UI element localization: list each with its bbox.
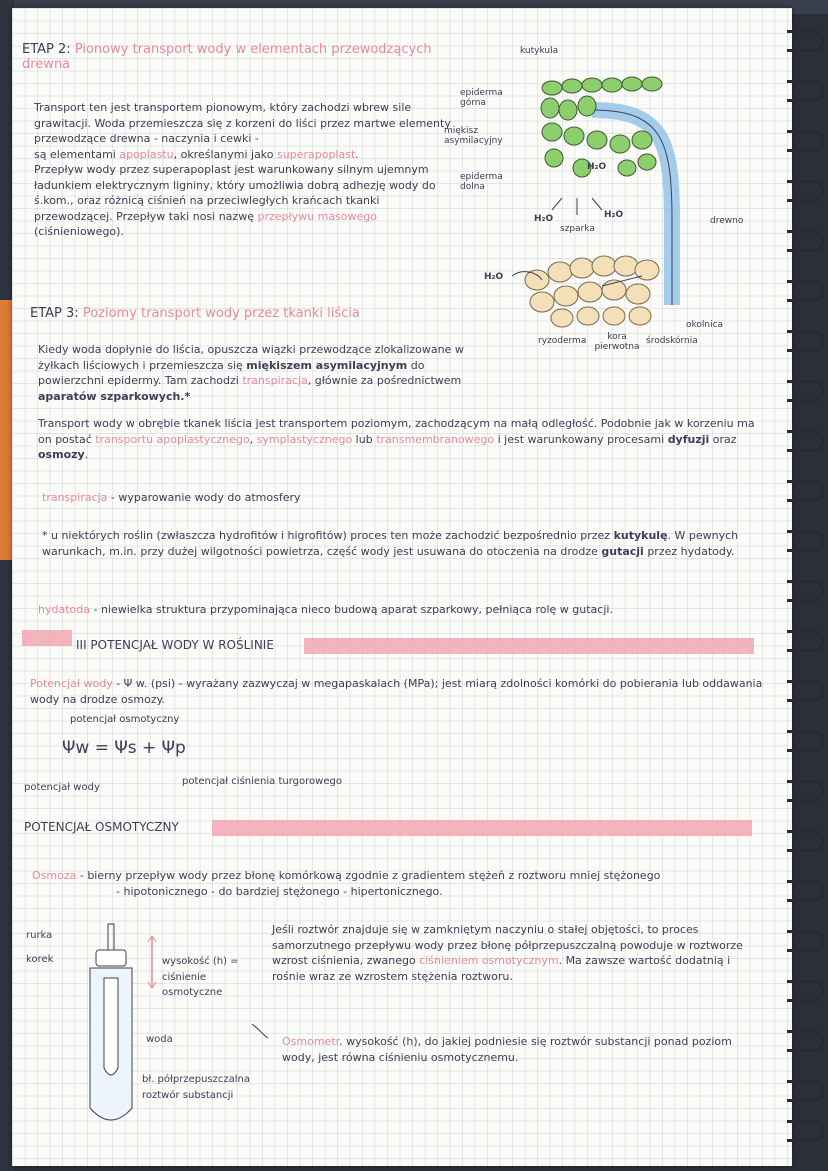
etap3-label: ETAP 3: — [30, 306, 79, 321]
przeplyw-masowy-term: przepływu masowego — [257, 209, 377, 223]
cisnienie-osmotyczne-term: ciśnieniem osmotycznym — [419, 954, 559, 967]
section-highlight — [212, 820, 752, 836]
woda-label: woda — [146, 1034, 173, 1045]
osmoza-definition — [32, 868, 752, 884]
osmometr-def: . wysokość (h), do jakiej podniesie się roztwór substancji ponad poziom wody, jest równa ciśnieniu osmotycznemu. — [282, 1035, 732, 1064]
transpiracja-definition — [42, 490, 542, 506]
osmoza-term: Osmoza — [32, 869, 77, 882]
section-3-title: III POTENCJAŁ WODY W ROŚLINIE — [76, 638, 274, 652]
epiderma-dolna-label: epiderma dolna — [460, 172, 503, 192]
miekisz-label: miękisz asymilacyjny — [444, 126, 503, 146]
srodskornia-label: środskórnia — [646, 336, 698, 346]
etap2-text: są elementami — [34, 147, 120, 161]
osmoza-def-2: - hipotonicznego - do bardziej stężonego - hipertonicznego. — [116, 885, 443, 898]
etap3-text: , — [249, 432, 257, 446]
osmometer-icon — [72, 918, 272, 1138]
ring-icon — [787, 1080, 824, 1102]
notebook-page — [12, 8, 792, 1166]
ring-icon — [787, 630, 824, 652]
transpiracja-term: transpiracja — [242, 374, 308, 387]
transpiracja-def: - wyparowanie wody do atmosfery — [107, 491, 301, 504]
kutykula-label: kutykula — [520, 46, 559, 56]
ring-icon — [787, 530, 824, 552]
etap2-body — [34, 100, 454, 240]
potencjal-def: - Ψ w. (psi) - wyrażany zazwyczaj w megapaskalach (MPa); jest miarą zdolności komórki do pobierania lub oddawania wody na drodze osmozy. — [30, 677, 763, 706]
superapoplast-term: superapoplast — [277, 147, 356, 161]
ring-icon — [787, 180, 824, 202]
drewno-label: drewno — [710, 216, 744, 226]
epiderma-gorna-label: epiderma górna — [460, 88, 503, 108]
etap2-text: . — [355, 147, 359, 161]
h2o-label: H₂O — [534, 214, 554, 224]
spiral-binding — [788, 20, 828, 1150]
ring-icon — [787, 380, 824, 402]
ring-icon — [787, 1120, 824, 1142]
kora-label: kora pierwotna — [594, 332, 640, 352]
okolnica-label: okolnica — [686, 320, 724, 330]
symplastyczny-term: symplastycznego — [256, 432, 353, 446]
potencjal-wody-label: potencjał wody — [24, 782, 100, 793]
etap3-paragraph-1 — [38, 342, 493, 404]
ring-icon — [787, 330, 824, 352]
potencjal-term: Potencjał wody — [30, 677, 113, 690]
ring-icon — [787, 430, 824, 452]
hydatoda-def: - niewielka struktura przypominająca nieco budową aparat szparkowy, pełniąca rolę w gutacji. — [89, 603, 613, 616]
ring-icon — [787, 780, 824, 802]
etap3-text: . — [84, 448, 89, 461]
h2o-label: H₂O — [587, 162, 607, 172]
ring-icon — [787, 730, 824, 752]
ring-icon — [787, 130, 824, 152]
etap2-paragraph-3 — [34, 162, 454, 240]
etap2-paragraph-2 — [34, 147, 454, 163]
hydatoda-definition — [38, 602, 758, 618]
osmotic-title: POTENCJAŁ OSMOTYCZNY — [24, 820, 179, 834]
ring-icon — [787, 580, 824, 602]
ring-icon — [787, 980, 824, 1002]
etap3-paragraph-2 — [38, 416, 758, 463]
h2o-label: H₂O — [604, 210, 624, 220]
etap2-text: , określanymi jako — [173, 147, 278, 161]
korek-label: korek — [26, 954, 54, 965]
osmometer-diagram — [72, 918, 272, 1138]
ring-icon — [787, 280, 824, 302]
closed-text: Jeśli roztwór znajduje się w zamkniętym naczyniu o stałej objętości, to proces samorzutnego przepływu wody przez błonę półprzepuszczalną powoduje w roztworze wzrost ciśnienia, zwanego — [272, 923, 743, 967]
potencjal-turgor-label: potencjał ciśnienia turgorowego — [182, 776, 342, 787]
etap2-text: (ciśnieniowego). — [34, 225, 124, 238]
blona-label: bł. półprzepuszczalna roztwór substancji — [142, 1074, 250, 1101]
kutykula-term: kutykulę — [613, 529, 668, 542]
ring-icon — [787, 680, 824, 702]
etap3-title: Poziomy transport wody przez tkanki liścia — [82, 306, 360, 321]
osmoza-def: - bierny przepływ wody przez błonę komórkową zgodnie z gradientem stężeń z roztworu mniej stężonego — [76, 869, 661, 882]
ring-icon — [787, 1030, 824, 1052]
section-highlight — [304, 638, 754, 654]
etap3-text: , głównie za pośrednictwem — [307, 374, 462, 387]
szparka-label: szparka — [560, 224, 595, 234]
etap3-text: Kiedy woda dopłynie do liścia, opuszcza wiązki przewodzące zlokalizowane w żyłkach liściowych i przemieszcza się — [38, 343, 464, 372]
ring-icon — [787, 230, 824, 252]
footnote-text: . W pewnych warunkach, m.in. przy dużej wilgotności powietrza, część wody jest usuwana do otoczenia na drodze — [42, 529, 739, 558]
etap3-text: i jest warunkowany procesami — [494, 432, 668, 446]
h2o-label: H₂O — [484, 272, 504, 282]
etap3-heading — [30, 306, 450, 321]
osmometr-text — [282, 1034, 762, 1065]
potencjal-definition — [30, 676, 770, 707]
rurka-label: rurka — [26, 930, 53, 941]
gutacja-term: gutacji — [601, 544, 644, 558]
ring-icon — [787, 80, 824, 102]
leaf-cross-section-icon — [442, 40, 772, 350]
ring-icon — [787, 30, 824, 52]
etap2-text: Przepływ wody przez superapoplast jest warunkowany silnym ujemnym ładunkiem elektrycznym ligniny, który umożliwia dobrą adhezję wody do ś.kom., oraz różnicą ciśnień na przeciwległych krańcach tkanki przewodzącej. Przepływ taki nosi nazwę — [34, 163, 436, 223]
transmembranowy-term: transmembranowego — [376, 432, 495, 446]
aparaty-term: aparatów szparkowych.* — [38, 389, 191, 403]
apoplast-term: apoplastu — [119, 147, 174, 161]
ring-icon — [787, 930, 824, 952]
etap2-heading — [22, 42, 442, 72]
dyfuzja-term: dyfuzji — [667, 432, 710, 446]
etap2-label: ETAP 2: — [22, 42, 71, 57]
potencjal-osmotyczny-label: potencjał osmotyczny — [70, 714, 180, 725]
closed-text: . Ma zawsze wartość dodatnią i rośnie wraz ze wzrostem stężenia roztworu. — [272, 954, 731, 983]
footnote-text: przez hydatody. — [643, 544, 735, 558]
osmometr-term: Osmometr — [282, 1035, 340, 1048]
etap3-text: oraz — [709, 432, 737, 446]
apoplastyczny-term: transportu apoplastycznego — [95, 432, 250, 446]
miekisz-term: miękiszem asymilacyjnym — [246, 358, 408, 372]
ring-icon — [787, 830, 824, 852]
etap2-title: Pionowy transport wody w elementach przewodzących drewna — [22, 42, 432, 72]
etap2-paragraph-1: Transport ten jest transportem pionowym, który zachodzi wbrew sile grawitacji. Woda przemieszcza się z korzeni do liści przez martwe elementy przewodzące drewna - naczynia i cewki - — [34, 101, 451, 145]
footnote-text: * u niektórych roślin (zwłaszcza hydrofitów i higrofitów) proces ten może zachodzić bezpośrednio przez — [42, 529, 614, 542]
etap3-text: do powierzchni epidermy. Tam zachodzi — [38, 358, 425, 387]
ryzoderma-label: ryzoderma — [538, 336, 587, 346]
etap3-text: Transport wody w obrębie tkanek liścia jest transportem poziomym, zachodzącym na małą odległość. Podobnie jak w korzeniu ma on postać — [38, 417, 755, 446]
hydatoda-term: hydatoda — [38, 603, 90, 616]
transpiracja-term: transpiracja — [42, 491, 108, 504]
etap3-text: lub — [352, 432, 377, 446]
footnote — [42, 528, 762, 559]
ring-icon — [787, 480, 824, 502]
leaf-diagram — [442, 40, 772, 350]
formula: Ψw = Ψs + Ψp — [62, 738, 186, 758]
section-highlight — [22, 630, 72, 646]
wysokosc-label: wysokość (h) = ciśnienie osmotyczne — [162, 956, 239, 998]
closed-vessel-text — [272, 922, 762, 984]
ring-icon — [787, 880, 824, 902]
osmoza-term: osmozy — [38, 448, 85, 461]
